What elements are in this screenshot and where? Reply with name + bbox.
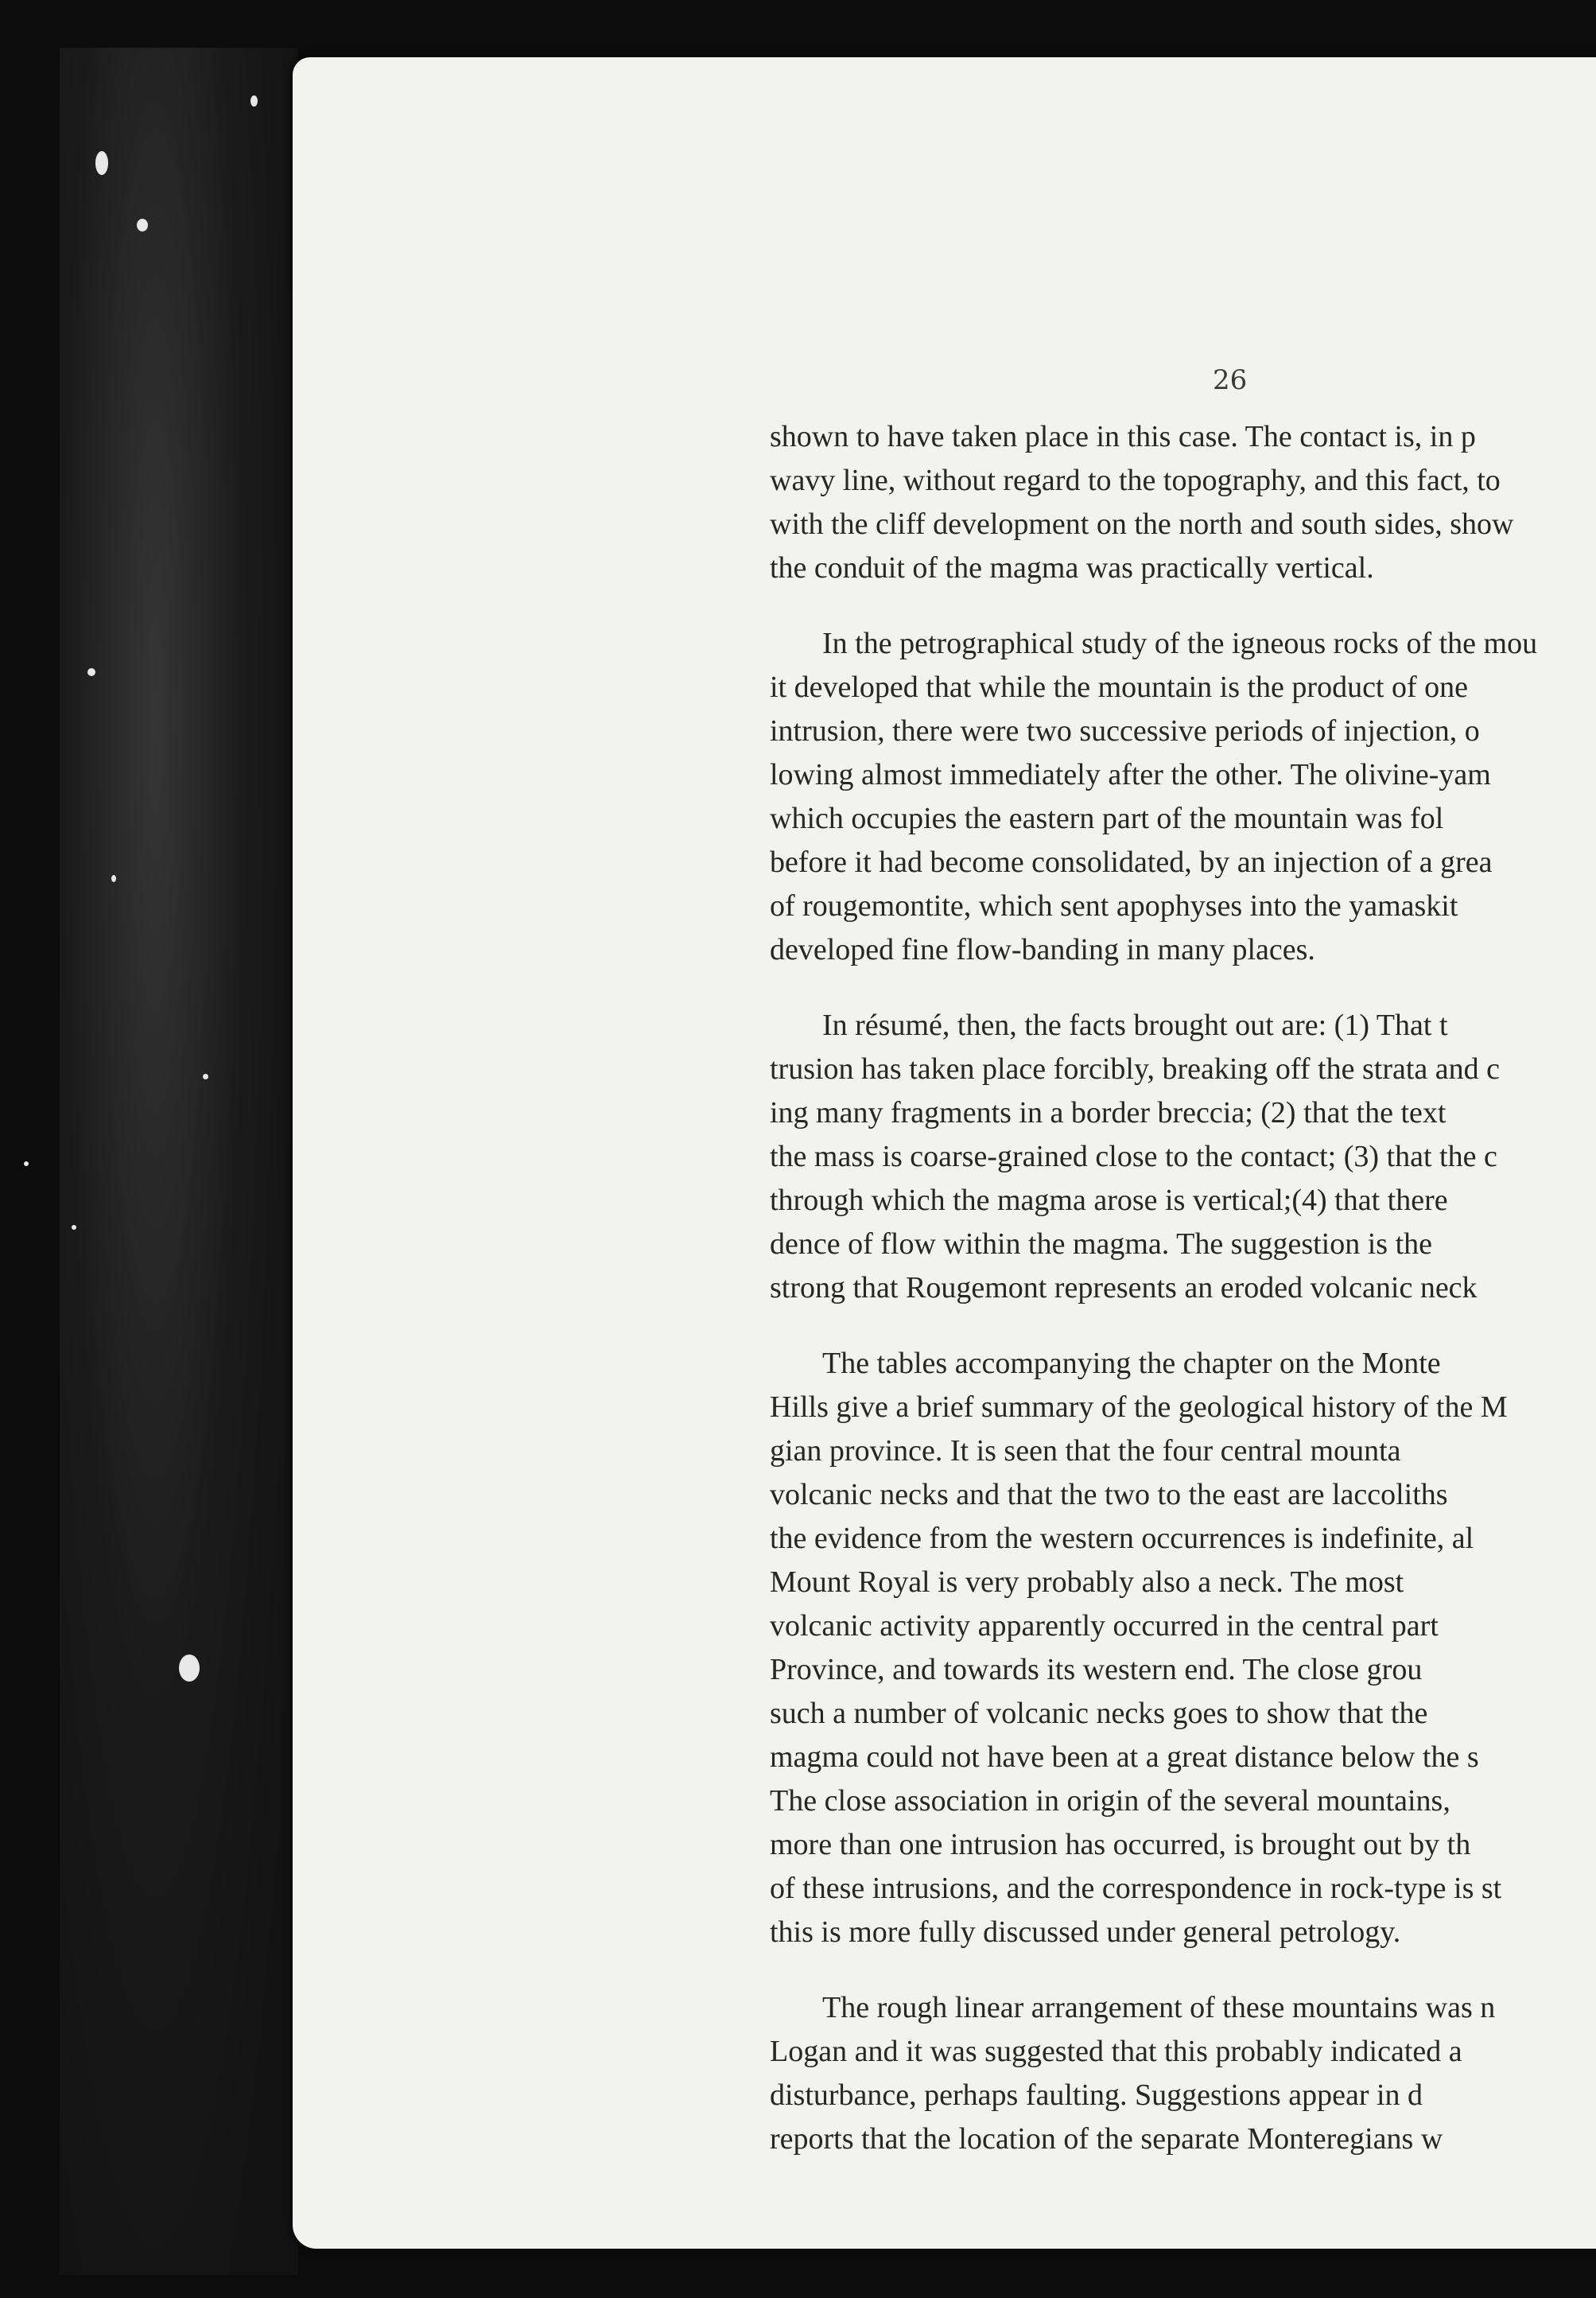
text-line: this is more fully discussed under general petrology. [770, 1915, 1401, 1949]
dust-speck [203, 1074, 208, 1079]
text-line: volcanic necks and that the two to the east are laccoliths [770, 1478, 1448, 1511]
text-line: reports that the location of the separate Monteregians w [770, 2122, 1443, 2156]
text-line: magma could not have been at a great distance below the s [770, 1740, 1479, 1774]
text-line: developed fine flow-banding in many places. [770, 933, 1315, 966]
text-line: Province, and towards its western end. The close grou [770, 1653, 1423, 1686]
text-line: strong that Rougemont represents an eroded volcanic neck [770, 1271, 1478, 1305]
text-line: intrusion, there were two successive periods of injection, o [770, 714, 1480, 748]
text-line: the evidence from the western occurrences is indefinite, al [770, 1522, 1474, 1555]
dust-speck [179, 1654, 200, 1682]
text-line: ing many fragments in a border breccia; (2) that the text [770, 1096, 1446, 1130]
dark-border-band [60, 48, 298, 2275]
dust-speck [95, 151, 108, 175]
text-line: of rougemontite, which sent apophyses into the yamaskit [770, 889, 1458, 923]
paragraph [770, 415, 1596, 590]
text-line: In résumé, then, the facts brought out are: (1) That t [822, 1009, 1448, 1042]
text-line: wavy line, without regard to the topography, and this fact, to [770, 464, 1501, 497]
text-line: which occupies the eastern part of the mountain was fol [770, 802, 1444, 835]
text-line: Mount Royal is very probably also a neck. The most [770, 1565, 1404, 1599]
body-text [770, 415, 1596, 2193]
text-line: disturbance, perhaps faulting. Suggestions appear in d [770, 2078, 1423, 2112]
text-line: more than one intrusion has occurred, is brought out by th [770, 1828, 1471, 1861]
text-line: before it had become consolidated, by an injection of a grea [770, 846, 1493, 879]
page-number: 26 [1213, 364, 1248, 396]
dust-speck [72, 1225, 76, 1230]
text-line: with the cliff development on the north and south sides, show [770, 507, 1514, 541]
text-line: Logan and it was suggested that this probably indicated a [770, 2035, 1462, 2068]
text-line: the conduit of the magma was practically vertical. [770, 551, 1374, 585]
dust-speck [111, 875, 116, 882]
paragraph [770, 1342, 1596, 1954]
text-line: of these intrusions, and the correspondence in rock-type is st [770, 1872, 1502, 1905]
paragraph [770, 1004, 1596, 1310]
dust-speck [24, 1161, 29, 1166]
text-line: The tables accompanying the chapter on the Monte [822, 1347, 1441, 1380]
text-line: the mass is coarse-grained close to the contact; (3) that the c [770, 1140, 1497, 1173]
text-line: In the petrographical study of the igneous rocks of the mou [822, 627, 1538, 660]
dust-speck [137, 219, 148, 231]
text-line: such a number of volcanic necks goes to show that the [770, 1697, 1428, 1730]
text-line: The rough linear arrangement of these mountains was n [822, 1991, 1496, 2024]
text-line: Hills give a brief summary of the geological history of the M [770, 1390, 1508, 1424]
paragraph [770, 622, 1596, 972]
text-line: shown to have taken place in this case. The contact is, in p [770, 420, 1476, 453]
text-line: through which the magma arose is vertical;(4) that there [770, 1184, 1448, 1217]
dust-speck [87, 668, 95, 676]
text-line: trusion has taken place forcibly, breaking off the strata and c [770, 1052, 1500, 1086]
text-line: gian province. It is seen that the four central mounta [770, 1434, 1401, 1468]
text-line: it developed that while the mountain is the product of one [770, 671, 1469, 704]
paragraph [770, 1986, 1596, 2161]
text-line: lowing almost immediately after the other. The olivine-yam [770, 758, 1491, 791]
text-line: volcanic activity apparently occurred in the central part [770, 1609, 1439, 1643]
text-line: The close association in origin of the several mountains, [770, 1784, 1450, 1818]
dust-speck [250, 95, 258, 107]
text-line: dence of flow within the magma. The suggestion is the [770, 1227, 1433, 1261]
